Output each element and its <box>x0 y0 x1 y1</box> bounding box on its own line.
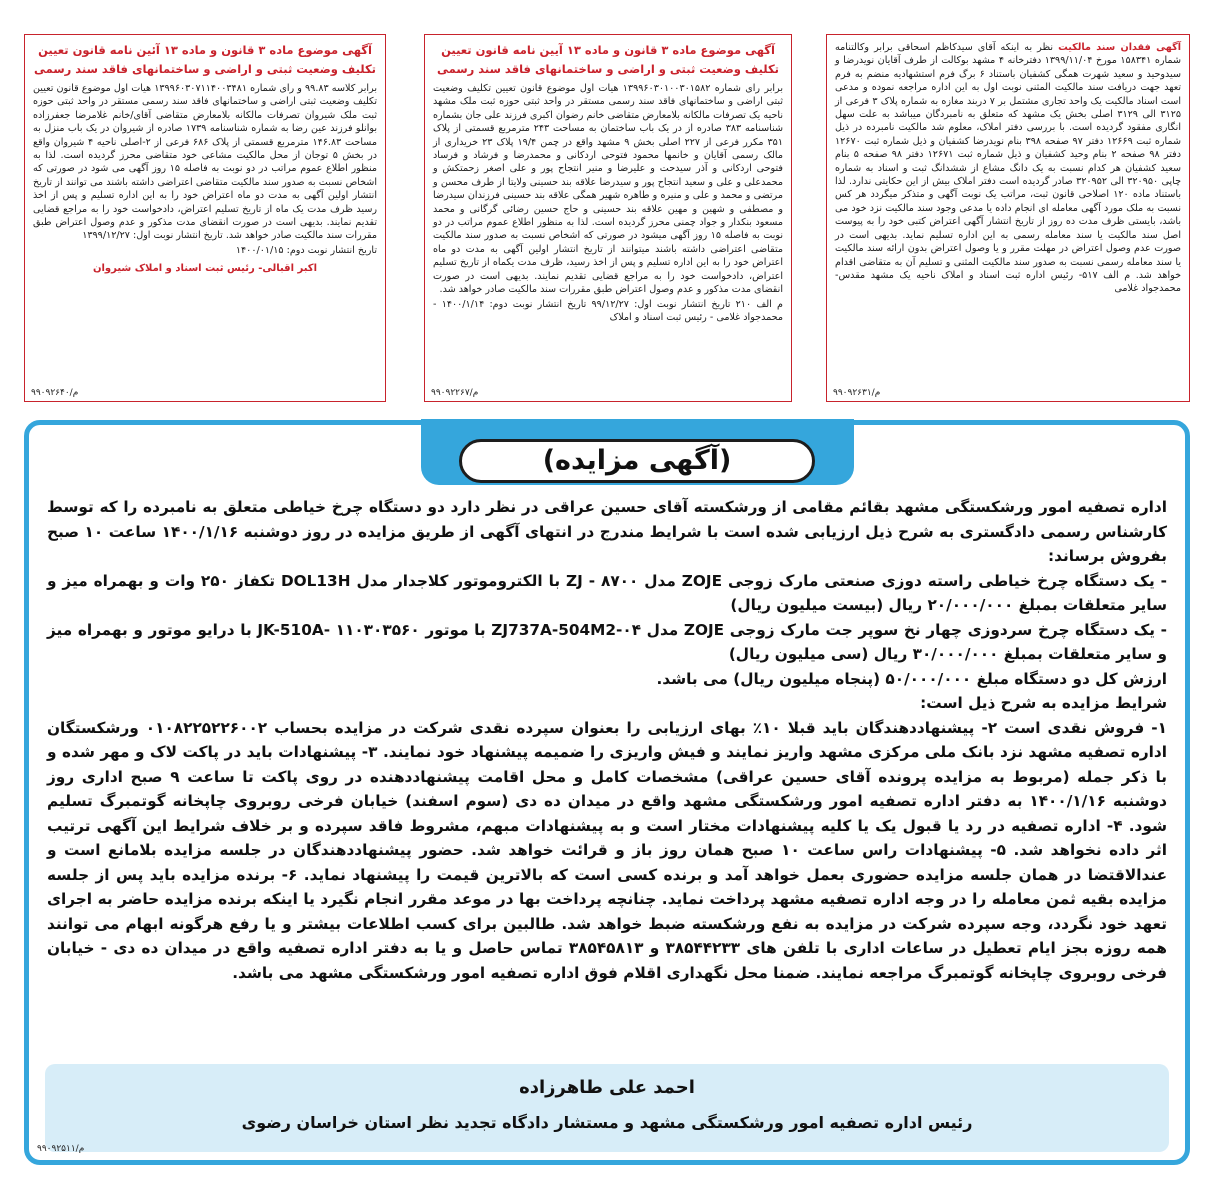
auction-code: ۹۹۰۹۲۵۱۱/م <box>37 1144 85 1154</box>
notice-right-title: آگهی فقدان سند مالکیت <box>1058 42 1181 53</box>
auction-item-2: - یک دستگاه چرخ سردوزی چهار نخ سوپر جت مارک زوجی ZOJE مدل ۰۴-ZJ737A-504M2 با موتور ۱۱۰۳۰۳۵۶۰ -JK-510A با درایو موتور و بهمراه میز و سایر متعلقات بمبلغ ۳۰/۰۰۰/۰۰۰ ریال (سی میلیون ریال) <box>47 620 1167 663</box>
auction-title: (آگهی مزایده) <box>459 439 815 483</box>
notice-left-title: آگهی موضوع ماده ۳ قانون و ماده ۱۳ آئین نامه قانون تعیین تکلیف وضعیت ثبتی و اراضی و ساختمانهای فاقد سند رسمی <box>34 43 376 76</box>
auction-item-1: - یک دستگاه چرخ خیاطی راسته دوزی صنعتی مارک زوجی ZOJE مدل ۸۷۰۰ - ZJ با الکتروموتور کلاجدار مدل DOL13H تکفاز ۲۵۰ وات و بهمراه میز و سایر متعلقات بمبلغ ۲۰/۰۰۰/۰۰۰ ریال (بیست میلیون ریال) <box>47 571 1168 614</box>
auction-signature-box <box>45 1064 1169 1152</box>
notice-left-sign: اکبر اقبالی- رئیس ثبت اسناد و املاک شیروان <box>92 263 318 275</box>
auction-body <box>47 495 1167 985</box>
notice-left-text: برابر کلاسه ۹۹.۸۳ و رای شماره ۱۳۹۹۶۰۳۰۷۱۱۴۰۰۳۴۸۱ هیات اول موضوع قانون تعیین تکلیف وضعیت ثبتی اراضی و ساختمانهای فاقد سند رسمی مستقر در واحد ثبتی حوزه ثبت ملک شیروان تصرفات مالکانه بلامعارض متقاضی آقای/خانم غلامرضا جعفرزاده بوانلو فرزند عین رضا به شماره شناسنامه ۱۷۳۹ صادره از شیروان در یک باب منزل به مساحت ۱۴۶.۸۳ مترمربع قسمتی از پلاک ۶۸۶ فرعی از ۲-اصلی ناحیه ۴ شیروان واقع در بخش ۵ توجان از محل مالکیت مشاعی خود متقاضی محرز گردیده است. لذا به منظور اطلاع عموم مراتب در دو نوبت به فاصله ۱۵ روز آگهی می شود در صورتی که اشخاص نسبت به صدور سند مالکیت متقاضی اعتراضی داشته باشند می توانند از تاریخ انتشار اولین آگهی به مدت دو ماه اعتراض خود را به این اداره تسلیم و پس از اخذ رسید ظرف مدت یک ماه از تاریخ تسلیم اعتراض، دادخواست خود را به مراجع قضایی تقدیم نمایند. بدیهی است در صورت انقضای مدت مذکور و عدم وصول اعتراض طبق مقررات سند مالکیت صادر خواهد شد. تاریخ انتشار نوبت اول: ۱۳۹۹/۱۲/۲۷ <box>33 83 378 242</box>
notice-middle-body <box>433 82 783 324</box>
notice-right-code: ۹۹۰۹۲۶۳۱/م <box>833 388 881 398</box>
notice-left-code: ۹۹۰۹۲۶۴۰/م <box>31 388 79 398</box>
auction-conditions: ۱- فروش نقدی است ۲- پیشنهاددهندگان باید قبلا ۱۰٪ بهای ارزیابی را بعنوان سپرده نقدی شرکت در مزایده بحساب ۰۱۰۸۲۲۵۲۲۶۰۰۲ ورشکستگان اداره تصفیه مشهد نزد بانک ملی مرکزی مشهد واریز نمایند و فیش واریزی را ضمیمه پیشنهاد خود نمایند. ۳- پیشنهادات باید در پاکت لاک و مهر شده و با ذکر جمله (مربوط به مزایده پرونده آقای حسین عراقی) مشخصات کامل و محل اقامت پیشنهاددهنده در روی پاکت تا ساعت ۹ صبح اداری روز دوشنبه ۱۴۰۰/۱/۱۶ به دفتر اداره تصفیه امور ورشکستگی مشهد واقع در میدان ده دی (سوم اسفند) خیابان فرخی روبروی چاپخانه گوتمبرگ تسلیم شود. ۴- اداره تصفیه در رد یا قبول یک یا کلیه پیشنهادات مختار است و به پیشنهادات مبهم، مشروط فاقد سپرده و بر خلاف شرایط این آگهی ترتیب اثر داده نخواهد شد. ۵- پیشنهادات راس ساعت ۱۰ صبح همان روز باز و قرائت خواهد شد. حضور پیشنهاددهندگان در جلسه مزایده بلامانع است و عندالاقتضا در همان جلسه مزایده حضوری بعمل خواهد آمد و برنده کسی است که بالاترین قیمت را پیشنهاد نماید. ۶- برنده مزایده باید پس از جلسه مزایده بقیه ثمن معامله را در وجه اداره تصفیه مشهد پرداخت نماید. چنانچه پرداخت بها در موعد مقرر انجام نگیرد یا اینکه برنده مزایده حاضر به اجرای تعهد خود نگردد، وجه سپرده شرکت در مزایده به نفع ورشکسته ضبط خواهد شد. طالبین برای کسب اطلاعات بیشتر و یا رفع هرگونه ابهام می توانند همه روزه بجز ایام تعطیل در ساعات اداری با تلفن های ۳۸۵۴۴۲۳۳ و ۳۸۵۴۵۸۱۳ تماس حاصل و یا به دفتر اداره تصفیه واقع در میدان ده دی - خیابان فرخی روبروی چاپخانه گوتمبرگ مراجعه نمایند. ضمنا محل نگهداری اقلام فوق اداره تصفیه امور ورشکستگی مشهد می باشد. <box>47 718 1168 982</box>
notice-middle <box>424 34 792 402</box>
notice-right <box>826 34 1190 402</box>
auction-notice <box>24 420 1190 1165</box>
notice-middle-text: برابر رای شماره ۱۳۹۹۶۰۳۰۱۰۰۳۰۱۵۸۲ هیات اول موضوع قانون تعیین تکلیف وضعیت ثبتی اراضی و ساختمانهای فاقد سند رسمی مستقر در واحد ثبتی حوزه ثبت ملک مشهد ناحیه یک تصرفات مالکانه بلامعارض متقاضی خانم رضوان اکبری فرزند علی جان بشماره شناسنامه ۳۸۳ صادره از در یک باب ساختمان به مساحت ۲۴۳ مترمربع قسمتی از پلاک ۳۵۱ مکرر فرعی از ۲۲۷ اصلی بخش ۹ مشهد واقع در چمن ۱۹/۴ پلاک ۲۳ خریداری از مالک رسمی آقایان و خانمها محمود فتوحی اردکانی و محمدرضا و فرشاد و فرساد فتوحی اردکانی و آذر سیدحت و علیرضا و منیر انتجاح پور و علی اصغر زحمتکش و محمدعلی و علی و سعید انتجاح پور و سیدرضا علاقه بند حسینی ولایتا از طرف محسن و مرتضی و محمد و علی و منیره و طاهره شهیر همگی علاقه بند حسینی فرزندان سیدرضا و مصطفی و شهین و مهین علاقه بند حسینی و حاج حسین رضائی گرگانی و محمد مسعود بنکدار و جواد چمنی محرز گردیده است. لذا به منظور اطلاع عموم مراتب در دو نوبت به فاصله ۱۵ روز آگهی میشود در صورتی که اشخاص نسبت به صدور سند مالکیت متقاضی اعتراضی داشته باشند میتوانند از تاریخ انتشار اولین آگهی به مدت دو ماه اعتراض خود را به این اداره تسلیم و پس از اخذ رسید، ظرف مدت یکماه از تاریخ تسلیم اعتراض، دادخواست خود را به مراجع قضایی تقدیم نمایند. بدیهی است در صورت انقضای مدت مذکور و عدم وصول اعتراض طبق مقررات سند مالکیت صادر خواهد شد. <box>433 83 784 296</box>
signer-title: رئیس اداره تصفیه امور ورشکستگی مشهد و مستشار دادگاه تجدید نظر استان خراسان رضوی <box>241 1113 973 1132</box>
notice-left <box>24 34 386 402</box>
notice-right-body <box>835 41 1181 296</box>
auction-conditions-heading: شرایط مزایده به شرح ذیل است: <box>920 694 1167 712</box>
notice-middle-title: آگهی موضوع ماده ۳ قانون و ماده ۱۳ آیین نامه قانون تعیین تکلیف وضعیت ثبتی و اراضی و ساختمانهای فاقد سند رسمی <box>437 43 779 76</box>
notice-middle-code: ۹۹۰۹۲۲۶۷/م <box>431 388 479 398</box>
notice-left-date2: تاریخ انتشار نوبت دوم: ۱۴۰۰/۰۱/۱۵ <box>235 244 377 256</box>
notice-middle-date: م الف ۲۱۰ تاریخ انتشار نوبت اول: ۹۹/۱۲/۲۷ تاریخ انتشار نوبت دوم: ۱۴۰۰/۱/۱۴ - محمدجواد غلامی - رئیس ثبت اسناد و املاک <box>433 298 783 323</box>
auction-intro: اداره تصفیه امور ورشکستگی مشهد بقائم مقامی از ورشکسته آقای حسین عراقی در نظر دارد دو دستگاه چرخ خیاطی متعلق به نامبرده را که توسط کارشناس رسمی دادگستری به شرح ذیل ارزیابی شده است با شرایط مندرج در انتهای آگهی از طریق مزایده در روز دوشنبه ۱۴۰۰/۱/۱۶ ساعت ۱۰ صبح بفروش برساند: <box>47 498 1167 565</box>
notice-right-text: نظر به اینکه آقای سیدکاظم اسحاقی برابر وکالتنامه شماره ۱۵۸۳۴۱ مورخ ۱۳۹۹/۱۱/۰۴ دفترخانه ۴ مشهد بوکالت از طرف آقایان نویدرضا و سیدوحید و سعید شهرت همگی کشفیان باستناد ۶ برگ فرم استشهادیه منضم به فرم تعهد جهت دریافت سند مالکیت المثنی نوبت اول به این اداره مراجعه نموده و مدعی است اسناد مالکیت یک واحد تجاری مشتمل بر ۷ دربند مغازه به شماره پلاک ۳ فرعی از ۳۱۲۵ الی ۳۱۲۹ اصلی بخش یک مشهد که متعلق به نامبردگان میباشد به علت سهل انگاری مفقود گردیده است. با بررسی دفتر املاک، معلوم شد مالکیت نامبرده در ذیل شماره ثبت ۱۲۶۶۹ دفتر ۹۷ صفحه ۳۹۸ بنام نویدرضا کشفیان و ذیل شماره ثبت ۱۲۶۷۰ دفتر ۹۸ صفحه ۲ بنام وحید کشفیان و ذیل شماره ثبت ۱۲۶۷۱ دفتر ۹۸ صفحه ۵ بنام سعید کشفیان هر کدام نسبت به یک دانگ مشاع از ششدانگ ثبت و اسناد به شماره چاپی ۳۲۰۹۵۰ الی ۳۲۰۹۵۲ صادر گردیده است دفتر املاک بیش از این حکایتی ندارد. لذا باستناد ماده ۱۲۰ اصلاحی قانون ثبت، مراتب یک نوبت آگهی و متذکر میگردد هر کس نسبت به ملک مورد آگهی معامله ای انجام داده یا مدعی وجود سند مالکیت نزد خود می باشد، بایستی ظرف مدت ده روز از تاریخ انتشار آگهی اعتراض کتبی خود را به پیوست اصل سند مالکیت یا سند معامله رسمی به این اداره تسلیم نماید. بدیهی است در صورت عدم وصول اعتراض در مهلت مقرر و یا وصول اعتراض بدون ارائه سند مالکیت یا سند معامله رسمی نسبت به صدور سند مالکیت المثنی و تسلیم آن به متقاضی اقدام خواهد شد. م الف ۵۱۷- رئیس اداره ثبت اسناد و املاک ناحیه یک مشهد مقدس- محمدجواد غلامی <box>835 42 1182 295</box>
notice-left-body <box>33 82 377 257</box>
signer-name: احمد علی طاهرزاده <box>519 1077 695 1098</box>
notice-right-paragraph <box>835 41 1181 296</box>
auction-total: ارزش کل دو دستگاه مبلغ ۵۰/۰۰۰/۰۰۰ (پنجاه میلیون ریال) می باشد. <box>656 669 1167 688</box>
